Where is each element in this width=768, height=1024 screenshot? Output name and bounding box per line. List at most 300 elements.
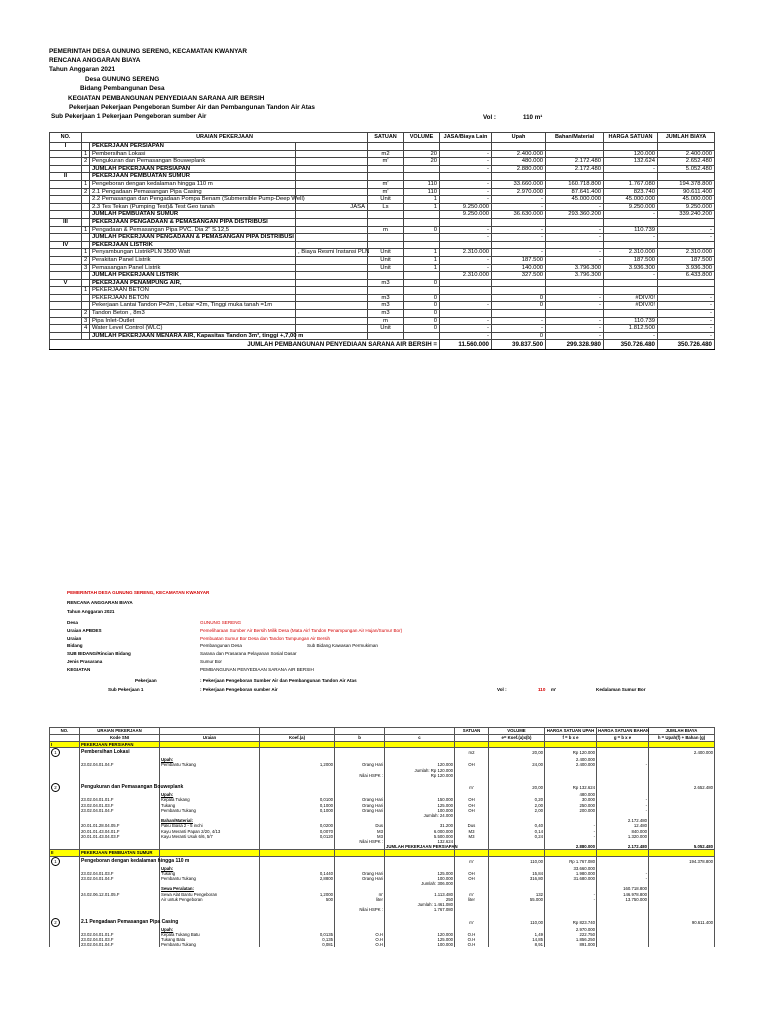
cell-vol [404,332,440,340]
cell-desc: JUMLAH PEKERJAAN PERSIAPAN [90,165,296,173]
section-row [50,218,715,226]
cell-harga: 9.250.000 [604,203,658,211]
cell-vol: 20 [404,158,440,166]
cell-extra: JASA [296,203,368,211]
detail-cell: Orang Hari [335,803,385,808]
detail-cell: - [545,829,597,834]
detail-cell: JUMLAH PEKERJAAN PERSIAPAN [386,844,458,850]
detail-cell: 90.611.400 [649,918,715,927]
cell-desc: PEKERJAAN PEMBUATAN SUMUR [90,173,296,181]
detail-cell: Pengeboran dengan kedalaman hingga 110 m [80,856,160,866]
cell-extra [296,165,368,173]
cell-sub: 3 [82,264,90,272]
cell-jumlah: 339.240.200 [658,211,715,219]
cell-upah: 2.880.000 [492,165,546,173]
detail-cell: 13.750.000 [597,897,649,902]
detail-cell: Upah: [160,927,260,932]
cell-vol: 1 [404,203,440,211]
cell-upah: 0 [492,294,546,302]
field-value: Pembangunan Desa [200,643,242,649]
detail-cell: 1,2000 [260,762,335,767]
detail-cell: Pembantu Tukang [160,942,260,947]
detail-header-cell: VOLUME [489,728,545,735]
subtotal-row [50,234,715,242]
table-row [50,188,715,196]
sub-pekerjaan-line: Sub Pekerjaan 1 Pekerjaan Pengeboran sumber Air [51,113,207,120]
cell-extra [296,332,368,340]
cell-jumlah: 194.378.800 [658,180,715,188]
cell-jasa: - [440,158,492,166]
cell-jumlah: 90.611.400 [658,188,715,196]
detail-cell: Air untuk Pengeboran [160,897,260,902]
cell-jasa: - [440,325,492,333]
detail-cell: O.H [335,932,385,937]
cell-no [50,256,82,264]
cell-bahan [546,310,604,318]
cell-jasa [440,310,492,318]
detail-cell [335,783,385,792]
cell-bahan: 2.172.480 [546,165,604,173]
col-header-harga-satuan: HARGA SATUAN [604,133,658,143]
detail-cell: - [597,808,649,813]
cell-jasa: - [440,317,492,325]
detail-cell: 31.200 [385,823,455,828]
detail-cell: 120.000 [385,932,455,937]
cell-desc: Penyambungan ListrikPLN 3500 Watt [90,249,296,257]
cell-jasa: - [440,234,492,242]
detail-cell: 891.000 [545,942,597,947]
cell-sat [368,218,404,226]
item-number-badge: 1 [51,857,60,866]
detail-cell: 20.01.01.43.04.01.F [80,829,160,834]
cell-extra [296,180,368,188]
detail-cell: 23.02.04.01.03.F [80,871,160,876]
detail-cell: 100.000 [385,808,455,813]
detail-cell [260,783,335,792]
detail-cell: 30.000 [545,797,597,802]
cell-sat: m [368,226,404,234]
detail-cell [260,918,335,927]
cell-no [50,203,82,211]
cell-sub [82,165,90,173]
cell-upah [492,218,546,226]
cell-vol: 0 [404,310,440,318]
cell-sub: 2 [82,188,90,196]
detail-cell: OH [455,803,489,808]
cell-extra [296,294,368,302]
detail-header-row [50,728,715,735]
detail-cell: 1.320.000 [597,834,649,839]
rab-summary-table [49,132,715,350]
detail-cell: 200.000 [545,808,597,813]
detail-cell: m' [335,892,385,897]
cell-jasa: - [440,302,492,310]
cell-vol: 0 [404,279,440,287]
detail-cell: 6.000.000 [385,829,455,834]
cell-extra [296,218,368,226]
detail-cell: 125.000 [385,871,455,876]
detail-cell: 2.652.480 [649,783,715,792]
cell-sat: Ls [368,203,404,211]
cell-no [50,264,82,272]
cell-jasa [440,279,492,287]
col-header-jasa: JASA/Biaya Lain [440,133,492,143]
detail-cell: O.H [335,937,385,942]
cell-upah: - [492,249,546,257]
detail-sub-value: : Pekerjaan Pengeboran sumber Air [200,687,278,692]
cell-harga: 1.767.080 [604,180,658,188]
detail-cell: Sewa Peralatan: [160,886,260,891]
cell-desc: Tandon Beton , 8m3 [90,310,296,318]
cell-extra [296,150,368,158]
cell-harga: 187.500 [604,256,658,264]
cell-desc: Pekerjaan Lantai Tandon P=2m , Lebar =2m, Tinggi muka tanah =1m [90,302,296,310]
detail-header-cell: g = b x e [597,735,649,742]
cell-sub: 1 [82,249,90,257]
cell-vol: 0 [404,325,440,333]
col-header-uraian: URAIAN PEKERJAAN [82,133,368,143]
cell-desc: PEKERJAAN PENGADAAN & PEMASANGAN PIPA DISTRIBUSI [90,218,296,226]
detail-cell [385,748,455,758]
detail-cell: 110,00 [489,918,545,927]
field-value: Pembuatan Sumur Bor Desa dan Tandon Tampungan Air Bersih [200,635,331,641]
table-header-row [50,133,715,143]
detail-cell: 0,135 [260,937,335,942]
detail-cell: 132.624 [385,839,455,844]
cell-extra [296,143,368,151]
detail-row [50,942,715,947]
detail-cell: Kayu Meranti Usuk 6/6, 5/7 [160,834,260,839]
cell-sat [368,165,404,173]
table-row [50,249,715,257]
cell-bahan: - [546,317,604,325]
cell-jasa [440,143,492,151]
detail-kedalaman: Kedalaman Sumur Bor [596,687,646,692]
cell-extra [296,158,368,166]
col-header-no: NO. [50,133,82,143]
section-row [50,143,715,151]
cell-upah: - [492,196,546,204]
detail-cell: 24,00 [489,762,545,767]
cell-extra [296,302,368,310]
cell-bahan: - [546,325,604,333]
detail-cell [649,942,715,947]
detail-cell: 0,24 [489,834,545,839]
cell-jumlah: - [658,325,715,333]
cell-sub [82,218,90,226]
table-row [50,256,715,264]
field-extra: Sub Bidang Kawasan Permukiman [307,643,378,649]
detail-cell: M3 [335,829,385,834]
cell-harga [604,279,658,287]
volume-value: 110 m¹ [523,114,543,121]
detail-header-cell: Kode SNI [80,735,160,742]
cell-harga: #DIV/0! [604,294,658,302]
cell-upah: - [492,325,546,333]
detail-cell [385,856,455,866]
detail-cell: 2.400.000 [545,762,597,767]
cell-bahan: - [546,203,604,211]
detail-header-cell [50,735,80,742]
cell-sat [368,211,404,219]
cell-no: III [50,218,82,226]
detail-cell: 0,14 [489,829,545,834]
detail-cell: 132 [489,892,545,897]
detail-cell: Jumlah: 306.000 [385,881,455,886]
cell-no: I [50,143,82,151]
detail-cell: 110,00 [489,856,545,866]
cell-extra [296,325,368,333]
detail-cell: Rp 1.767.080 [545,856,597,866]
cell-harga: - [604,234,658,242]
detail-cell: - [545,897,597,902]
cell-extra [296,279,368,287]
cell-jasa: 2.310.000 [440,272,492,280]
cell-bahan: - [546,332,604,340]
col-header-bahan: Bahan/Material [546,133,604,143]
detail-header-cell: f = b x e [545,735,597,742]
cell-sub [82,196,90,204]
cell-sub [82,143,90,151]
volume-label: Vol : [483,114,496,121]
cell-no [50,856,80,866]
detail-cell: Tukang Batu [160,937,260,942]
cell-jumlah: - [658,226,715,234]
detail-cell: Rp 132.624 [545,783,597,792]
cell-jumlah: - [658,294,715,302]
cell-extra [296,272,368,280]
detail-cell: 1.856.250 [545,937,597,942]
cell-vol: 1 [404,196,440,204]
detail-cell: 23.02.04.01.04.F [80,876,160,881]
detail-cell: 0,081 [260,942,335,947]
table-row [50,226,715,234]
detail-row [50,748,715,758]
cell-vol [404,218,440,226]
cell-harga: #DIV/0! [604,302,658,310]
cell-sub: 1 [82,150,90,158]
item-number-badge: 2 [51,918,60,927]
cell-no: II [50,173,82,181]
detail-cell: Rp 823.740 [545,918,597,927]
cell-no [50,196,82,204]
cell-bahan: - [546,234,604,242]
cell-jasa: - [440,256,492,264]
cell-extra [296,173,368,181]
cell-jumlah: - [658,310,715,318]
detail-cell: PEKERJAAN PERSIAPAN [80,742,160,748]
detail-cell: 2.880.000 [545,844,597,850]
cell-desc: Perakitan Panel Listrik [90,256,296,264]
cell-sat [368,234,404,242]
section-row [50,173,715,181]
detail-pekerjaan-label: Pekerjaan [135,678,157,683]
item-number-badge: 2 [51,783,60,792]
cell-harga [604,310,658,318]
field-label: Bidang [67,643,83,649]
detail-cell: Pembantu Tukang [160,762,260,767]
cell-no [50,783,80,792]
cell-jasa: 9.250.000 [440,211,492,219]
cell-jumlah [658,143,715,151]
detail-cell: 2.970.000 [545,927,597,932]
detail-cell: Orang Hari [335,797,385,802]
detail-vol-unit: m' [551,687,557,692]
cell-no [50,918,80,927]
cell-upah: 0 [492,332,546,340]
cell-desc: PEKERJAAN PERSIAPAN [90,143,296,151]
detail-header-cell: URAIAN PEKERJAAN [80,728,160,735]
detail-cell: Kepala Tukang Batu [160,932,260,937]
cell-jasa: - [440,180,492,188]
cell-bahan: 160.718.800 [546,180,604,188]
detail-cell: OH [455,762,489,767]
cell-desc: Pengadaan & Pemasangan Pipa PVC. Dia 2" S.12,5 [90,226,296,234]
detail-header-cell: HARGA SATUAN BAHAN [598,728,650,733]
cell-sat [368,332,404,340]
cell-extra [296,226,368,234]
detail-cell: 2.400.000 [649,748,715,758]
cell-sub: 3 [82,317,90,325]
cell-vol: 0 [404,294,440,302]
detail-cell: 31.680.000 [545,876,597,881]
cell-bahan: - [546,302,604,310]
detail-cell: 0,20 [489,797,545,802]
detail-cell: 125.000 [385,803,455,808]
cell-bahan [546,279,604,287]
cell-sat: Unit [368,264,404,272]
cell-upah [492,173,546,181]
field-label: SUB BIDANG/Rincian Bidang [67,651,131,657]
detail-cell [50,942,80,947]
cell-vol: 110 [404,180,440,188]
detail-cell [335,748,385,758]
cell-desc: JUMLAH PEMBUATAN SUMUR [90,211,296,219]
cell-jumlah: - [658,317,715,325]
rab-detail-body [50,728,715,948]
detail-header-cell: HARGA SATUAN UPAH [545,728,597,735]
cell-vol: 1 [404,256,440,264]
detail-cell: 0,1440 [260,871,335,876]
detail-cell: Jumlah: 1.461.080 [385,902,455,907]
detail-cell [385,918,455,927]
grand-total-jumlah: 350.726.480 [658,340,715,350]
detail-cell: - [545,834,597,839]
cell-harga: - [604,332,658,340]
detail-header-cell [335,728,385,735]
table-row [50,150,715,158]
grand-total-row [50,340,715,350]
detail-vol-value: 110 [538,687,546,692]
desa-line: Desa GUNUNG SERENG [85,76,160,83]
detail-cell [335,918,385,927]
detail-cell [335,856,385,866]
fiscal-year: Tahun Anggaran 2021 [49,66,116,73]
subtotal-row [50,211,715,219]
detail-cell: Upah: [160,792,260,797]
detail-cell: 2.172.480 [597,844,649,850]
cell-sub [82,294,90,302]
cell-desc: Water Level Control (WLC) [90,325,296,333]
cell-extra [296,241,368,249]
cell-harga: 132.624 [604,158,658,166]
cell-bahan: 87.641.400 [546,188,604,196]
detail-header-cell [260,728,335,735]
table-row [50,310,715,318]
detail-cell: - [545,892,597,897]
detail-cell: - [597,803,649,808]
cell-jumlah [658,241,715,249]
cell-sat [368,143,404,151]
cell-vol: 20 [404,150,440,158]
cell-upah: 327.500 [492,272,546,280]
cell-sat [368,241,404,249]
table-row [50,196,715,204]
detail-cell: Kepala Tukang [160,797,260,802]
cell-no [50,310,82,318]
cell-extra [296,317,368,325]
cell-upah [492,241,546,249]
cell-sub: 2 [82,158,90,166]
cell-vol [404,287,440,295]
subtotal-row [50,332,715,340]
detail-cell: 15,84 [489,871,545,876]
cell-vol [404,272,440,280]
detail-cell: OH [455,876,489,881]
detail-cell: 1.767.080 [385,907,455,912]
cell-desc: Pembersihan Lokasi [90,150,296,158]
cell-no [50,180,82,188]
detail-cell: I [50,742,80,748]
cell-harga: - [604,272,658,280]
cell-harga [604,218,658,226]
detail-cell: 100.000 [385,942,455,947]
cell-vol [404,211,440,219]
cell-no [50,272,82,280]
cell-extra [296,287,368,295]
detail-header-cell: c [385,735,455,742]
detail-cell: 840.000 [597,829,649,834]
cell-upah: 2.400.000 [492,150,546,158]
detail-cell: M3 [455,829,489,834]
cell-no [50,226,82,234]
cell-no [50,158,82,166]
detail-header-cell: h = Upah(f) + Bahan (g) [649,735,715,742]
cell-harga [604,173,658,181]
cell-upah: - [492,317,546,325]
field-value: PEMBANGUNAN PENYEDIAAN SARANA AIR BERSIH [200,666,314,672]
cell-desc: PEKERJAAN PENAMPUNG AIR, [90,279,296,287]
cell-sub [82,279,90,287]
cell-jumlah: 2.652.480 [658,158,715,166]
cell-jumlah: 2.400.000 [658,150,715,158]
cell-jasa: - [440,196,492,204]
cell-jumlah: 45.000.000 [658,196,715,204]
detail-row [50,783,715,792]
detail-cell: Orang Hari [335,871,385,876]
detail-cell: liter [455,897,489,902]
detail-cell: 1.980.000 [545,871,597,876]
cell-sat: Unit [368,256,404,264]
cell-no: IV [50,241,82,249]
detail-cell: m' [455,918,489,927]
cell-no [50,211,82,219]
detail-cell [160,748,260,758]
rab-detail-table [49,727,715,947]
detail-header-cell: Koef.(a) [260,735,335,742]
cell-no [50,150,82,158]
cell-sub [82,241,90,249]
